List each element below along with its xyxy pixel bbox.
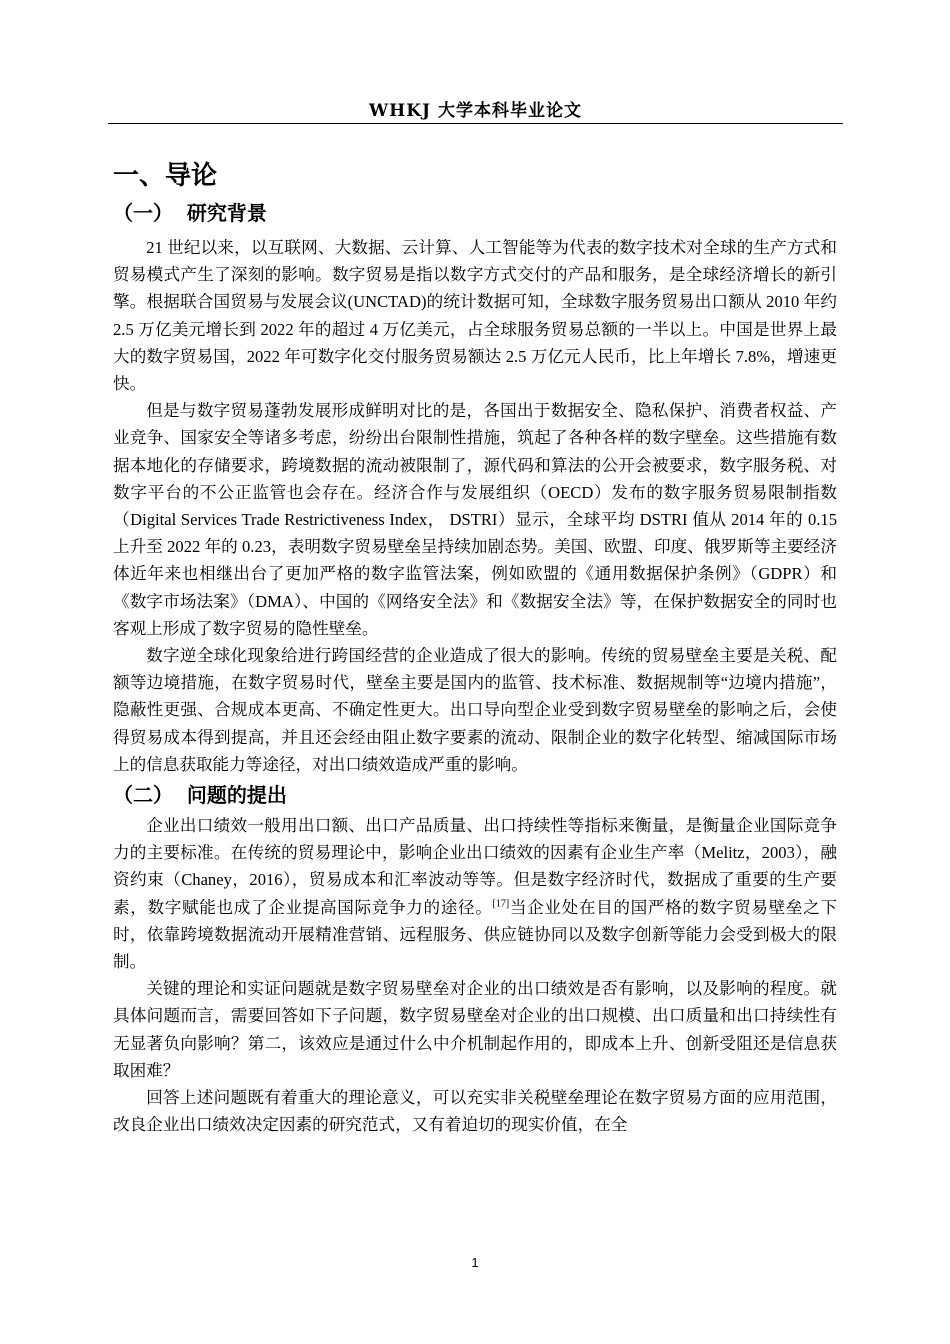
paragraph: 但是与数字贸易蓬勃发展形成鲜明对比的是，各国出于数据安全、隐私保护、消费者权益、产业竞争、国家安全等诸多考虑，纷纷出台限制性措施，筑起了各种各样的数字壁垒。这些措施有数据本地化的存储要求，跨境数据的流动被限制了，源代码和算法的公开会被要求，数字服务税、对数字平台的不公正监管也会存在。经济合作与发展组织（OECD）发布的数字服务贸易限制指数（Digital Services Trade Restrictiveness Index， DSTRI）显示，全球平均 DSTRI 值从 2014 年的 0.15 上升至 2022 年的 0.23，表明数字贸易壁垒呈持续加剧态势。美国、欧盟、印度、俄罗斯等主要经济体近年来也相继出台了更加严格的数字监管法案，例如欧盟的《通用数据保护条例》（GDPR）和《数字市场法案》（DMA）、中国的《网络安全法》和《数据安全法》等，在保护数据安全的同时也客观上形成了数字贸易的隐性壁垒。	[113, 401, 837, 638]
paragraph	[113, 812, 837, 975]
section-heading-problem: （二） 问题的提出	[113, 783, 287, 808]
citation-marker: [17]	[492, 898, 510, 910]
page-body	[113, 158, 837, 1139]
paragraph: 回答上述问题既有着重大的理论意义，可以充实非关税壁垒理论在数字贸易方面的应用范围，改良企业出口绩效决定因素的研究范式，又有着迫切的现实价值，在全	[113, 1088, 837, 1135]
chapter-heading: 一、导论	[113, 161, 218, 191]
page-number: 1	[471, 1255, 479, 1270]
paragraph-text: 当企业处在目的国严格的数字贸易壁垒之下时，依靠跨境数据流动开展精准营销、远程服务、供应链协同以及数字创新等能力会受到极大的限制。	[113, 897, 838, 972]
running-header: WHKJ 大学本科毕业论文	[369, 101, 582, 121]
paragraph: 21 世纪以来，以互联网、大数据、云计算、人工智能等为代表的数字技术对全球的生产方式和贸易模式产生了深刻的影响。数字贸易是指以数字方式交付的产品和服务，是全球经济增长的新引擎。根据联合国贸易与发展会议(UNCTAD)的统计数据可知，全球数字服务贸易出口额从 2010 年约 2.5 万亿美元增长到 2022 年的超过 4 万亿美元，占全球服务贸易总额的一半以上。中国是世界上最大的数字贸易国，2022 年可数字化交付服务贸易额达 2.5 万亿元人民币，比上年增长 7.8%，增速更快。	[113, 238, 837, 394]
header-rule	[108, 123, 843, 124]
paragraph: 关键的理论和实证问题就是数字贸易壁垒对企业的出口绩效是否有影响，以及影响的程度。就具体问题而言，需要回答如下子问题，数字贸易壁垒对企业的出口规模、出口质量和出口持续性有无显著负向影响？第二，该效应是通过什么中介机制起作用的，即成本上升、创新受阻还是信息获取困难？	[113, 979, 837, 1080]
paragraph-text: 企业出口绩效一般用出口额、出口产品质量、出口持续性等指标来衡量，是衡量企业国际竞争力的主要标准。在传统的贸易理论中，影响企业出口绩效的因素有企业生产率（Melitz，2003），融资约束（Chaney，2016），贸易成本和汇率波动等等。但是数字经济时代，数据成了重要的生产要素，数字赋能也成了企业提高国际竞争力的途径。	[113, 816, 837, 917]
section-heading-background: （一） 研究背景	[113, 201, 267, 225]
paragraph: 数字逆全球化现象给进行跨国经营的企业造成了很大的影响。传统的贸易壁垒主要是关税、配额等边境措施，在数字贸易时代，壁垒主要是国内的监管、技术标准、数据规制等“边境内措施”，隐蔽性更强、合规成本更高、不确定性更大。出口导向型企业受到数字贸易壁垒的影响之后，会使得贸易成本得到提高，并且还会经由阻止数字要素的流动、限制企业的数字化转型、缩减国际市场上的信息获取能力等途径，对出口绩效造成严重的影响。	[113, 646, 837, 774]
